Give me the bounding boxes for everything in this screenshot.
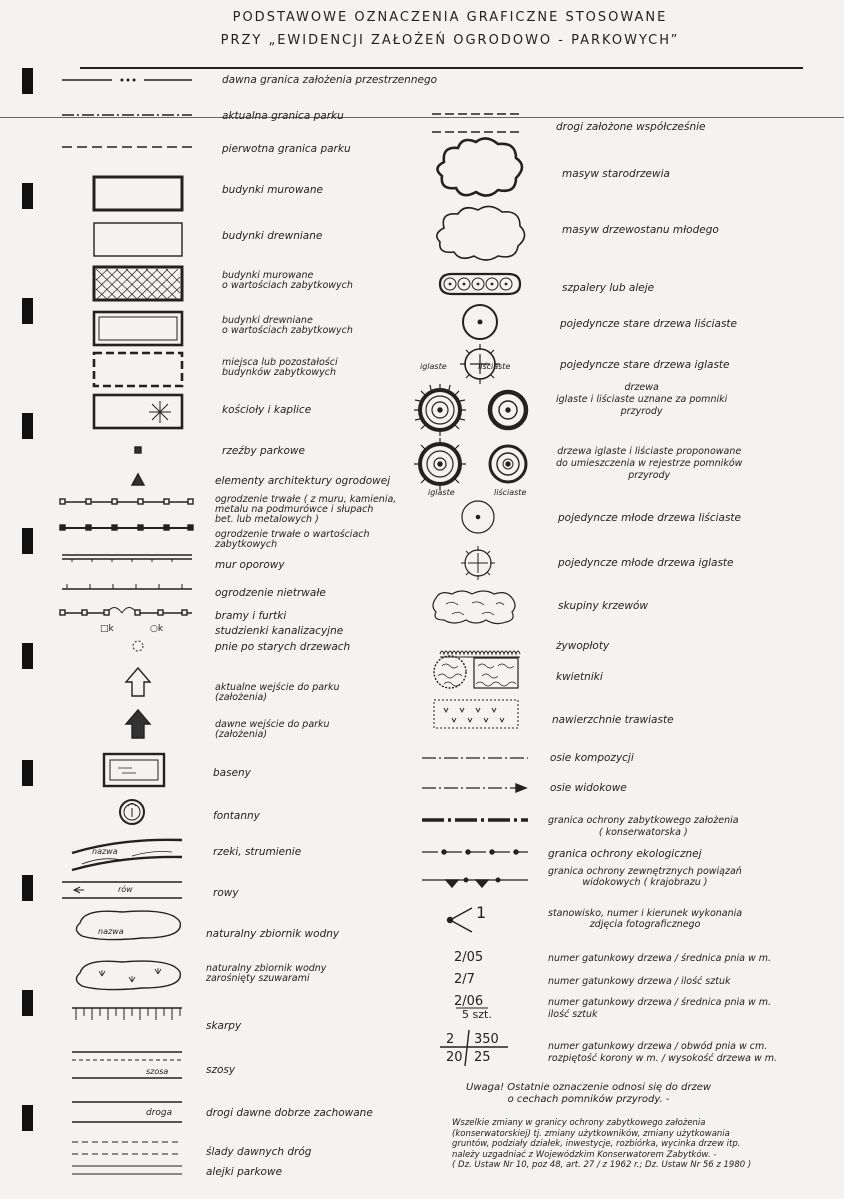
legend-label: naturalny zbiornik wodny zarośnięty szuwarami bbox=[206, 963, 327, 984]
legend-label: studzienki kanalizacyjne bbox=[215, 625, 344, 637]
river-name-text: nazwa bbox=[92, 847, 118, 856]
legend-label: drogi założone współcześnie bbox=[556, 121, 706, 133]
page-title: PODSTAWOWE OZNACZENIA GRAFICZNE STOSOWANE bbox=[232, 10, 668, 25]
binder-hole bbox=[22, 875, 33, 901]
legend-label: miejsca lub pozostałości budynków zabytkowych bbox=[222, 357, 338, 378]
legend-label: dawna granica założenia przestrzennego bbox=[222, 74, 438, 86]
legend-label: masyw drzewostanu młodego bbox=[562, 224, 719, 236]
legend-label: drzewa iglaste i liściaste uznane za pomniki przyrody bbox=[556, 382, 728, 417]
binder-hole bbox=[22, 760, 33, 786]
legend-label: kościoły i kaplice bbox=[222, 404, 312, 416]
legend-label: pojedyncze młode drzewa iglaste bbox=[558, 557, 734, 569]
legend-label: naturalny zbiornik wodny bbox=[206, 928, 340, 940]
legend-label: pojedyncze młode drzewa liściaste bbox=[558, 512, 742, 524]
legend-label: budynki murowane o wartościach zabytkowych bbox=[222, 270, 353, 291]
manhole-symbol-2: ○k bbox=[150, 624, 164, 634]
legend-label: numer gatunkowy drzewa / średnica pnia w m. bbox=[548, 953, 772, 964]
legend-label: aktualna granica parku bbox=[222, 110, 344, 122]
tree-code-4c: 20 bbox=[446, 1050, 463, 1065]
legend-label: stanowisko, numer i kierunek wykonania zdjęcia fotograficznego bbox=[548, 908, 743, 930]
old-road-name-text: droga bbox=[146, 1108, 173, 1118]
legend-label: mur oporowy bbox=[215, 559, 285, 571]
legend-label: skupiny krzewów bbox=[558, 600, 648, 612]
legend-label: bramy i furtki bbox=[215, 610, 287, 622]
legend-label: skarpy bbox=[206, 1020, 242, 1032]
legend-label: kwietniki bbox=[556, 671, 603, 683]
tree-code-1: 2/05 bbox=[454, 950, 484, 965]
legend-label: dawne wejście do parku (założenia) bbox=[215, 719, 330, 740]
legend-label: numer gatunkowy drzewa / obwód pnia w cm. rozpiętość korony w m. / wysokość drzewa w m. bbox=[548, 1041, 778, 1064]
tree-code-4a: 2 bbox=[446, 1032, 455, 1047]
photo-number: 1 bbox=[476, 903, 487, 922]
ditch-name-text: rów bbox=[118, 885, 133, 894]
legend-label: drogi dawne dobrze zachowane bbox=[206, 1107, 373, 1119]
legend-label: aktualne wejście do parku (założenia) bbox=[215, 682, 340, 703]
binder-hole bbox=[22, 990, 33, 1016]
tree-code-2: 2/7 bbox=[454, 972, 475, 987]
legend-label: budynki murowane bbox=[222, 184, 323, 196]
legend-label: rzeki, strumienie bbox=[213, 846, 302, 858]
legend-label: rowy bbox=[213, 887, 239, 899]
legend-label: elementy architektury ogrodowej bbox=[215, 475, 391, 487]
footer-note: Wszelkie zmiany w granicy ochrony zabytkowego założenia (konserwatorskiej) tj. zmiany użytkowników, zmiany użytkowania gruntów, podziały działek, inwestycje, rozbiórka, wycinka drzew itp. należy uzgadniać z Wojewódzkim Konserwatorem Zabytków. - ( Dz. Ustaw Nr 10, poz 48, art. 27 / z 1962 r.; Dz. Ustaw Nr 56 z 1980 ) bbox=[452, 1118, 752, 1170]
binder-hole bbox=[22, 298, 33, 324]
legend-label: rzeźby parkowe bbox=[222, 445, 305, 457]
legend-label: pojedyncze stare drzewa liściaste bbox=[560, 318, 738, 330]
header-rule bbox=[80, 67, 803, 69]
legend-label: szpalery lub aleje bbox=[562, 282, 655, 294]
tree-code-4b: 350 bbox=[474, 1032, 499, 1047]
legend-label: ogrodzenie trwałe ( z muru, kamienia, metalu na podmurówce i słupach bet. lub metalowych ) bbox=[215, 494, 397, 525]
legend-label: ślady dawnych dróg bbox=[206, 1146, 312, 1158]
tree-code-3-count: 5 szt. bbox=[462, 1008, 492, 1021]
legend-label: pnie po starych drzewach bbox=[215, 641, 351, 653]
legend-label: granica ochrony zewnętrznych powiązań widokowych ( krajobrazu ) bbox=[548, 866, 742, 888]
binder-hole bbox=[22, 183, 33, 209]
tree-code-3: 2/06 bbox=[454, 994, 484, 1009]
legend-label: nawierzchnie trawiaste bbox=[552, 714, 674, 726]
legend-label: masyw starodrzewia bbox=[562, 168, 670, 180]
legend-label: baseny bbox=[213, 767, 251, 779]
legend-label: ogrodzenie trwałe o wartościach zabytkowych bbox=[215, 529, 370, 550]
legend-label: granica ochrony zabytkowego założenia ( konserwatorska ) bbox=[548, 815, 739, 838]
page-subtitle: PRZY „EWIDENCJI ZAŁOŻEŃ OGRODOWO - PARKOWYCH” bbox=[220, 33, 680, 48]
legend-label: osie widokowe bbox=[550, 782, 627, 794]
legend-label: granica ochrony ekologicznej bbox=[548, 848, 702, 860]
legend-label: numer gatunkowy drzewa / ilość sztuk bbox=[548, 976, 731, 987]
legend-label: alejki parkowe bbox=[206, 1166, 283, 1178]
road-name-text: szosa bbox=[146, 1067, 169, 1076]
binder-hole bbox=[22, 528, 33, 554]
legend-label: budynki drewniane o wartościach zabytkowych bbox=[222, 315, 353, 336]
left-symbols bbox=[62, 70, 212, 1190]
deciduous-label: liściaste bbox=[478, 362, 511, 371]
legend-label: ogrodzenie nietrwałe bbox=[215, 587, 326, 599]
binder-hole bbox=[22, 643, 33, 669]
legend-label: budynki drewniane bbox=[222, 230, 323, 242]
conifer-label: iglaste bbox=[428, 488, 455, 497]
legend-label: szosy bbox=[206, 1064, 236, 1076]
manhole-symbol-1: □k bbox=[100, 624, 114, 634]
binder-hole bbox=[22, 1105, 33, 1131]
legend-label: żywopłoty bbox=[556, 640, 610, 652]
remark-note: Uwaga! Ostatnie oznaczenie odnosi się do drzew o cechach pomników przyrody. - bbox=[466, 1082, 712, 1105]
legend-label: drzewa iglaste i liściaste proponowane do umieszczenia w rejestrze pomników przyrody bbox=[556, 446, 743, 481]
tree-code-4d: 25 bbox=[474, 1050, 491, 1065]
legend-label: numer gatunkowy drzewa / średnica pnia w m. ilość sztuk bbox=[548, 997, 772, 1020]
pond-name-text: nazwa bbox=[98, 927, 124, 936]
binder-hole bbox=[22, 68, 33, 94]
legend-label: pierwotna granica parku bbox=[222, 143, 351, 155]
legend-label: pojedyncze stare drzewa iglaste bbox=[560, 359, 730, 371]
deciduous-label: liściaste bbox=[494, 488, 527, 497]
binder-hole bbox=[22, 413, 33, 439]
legend-label: fontanny bbox=[213, 810, 260, 822]
conifer-label: iglaste bbox=[420, 362, 447, 371]
legend-label: osie kompozycji bbox=[550, 752, 634, 764]
